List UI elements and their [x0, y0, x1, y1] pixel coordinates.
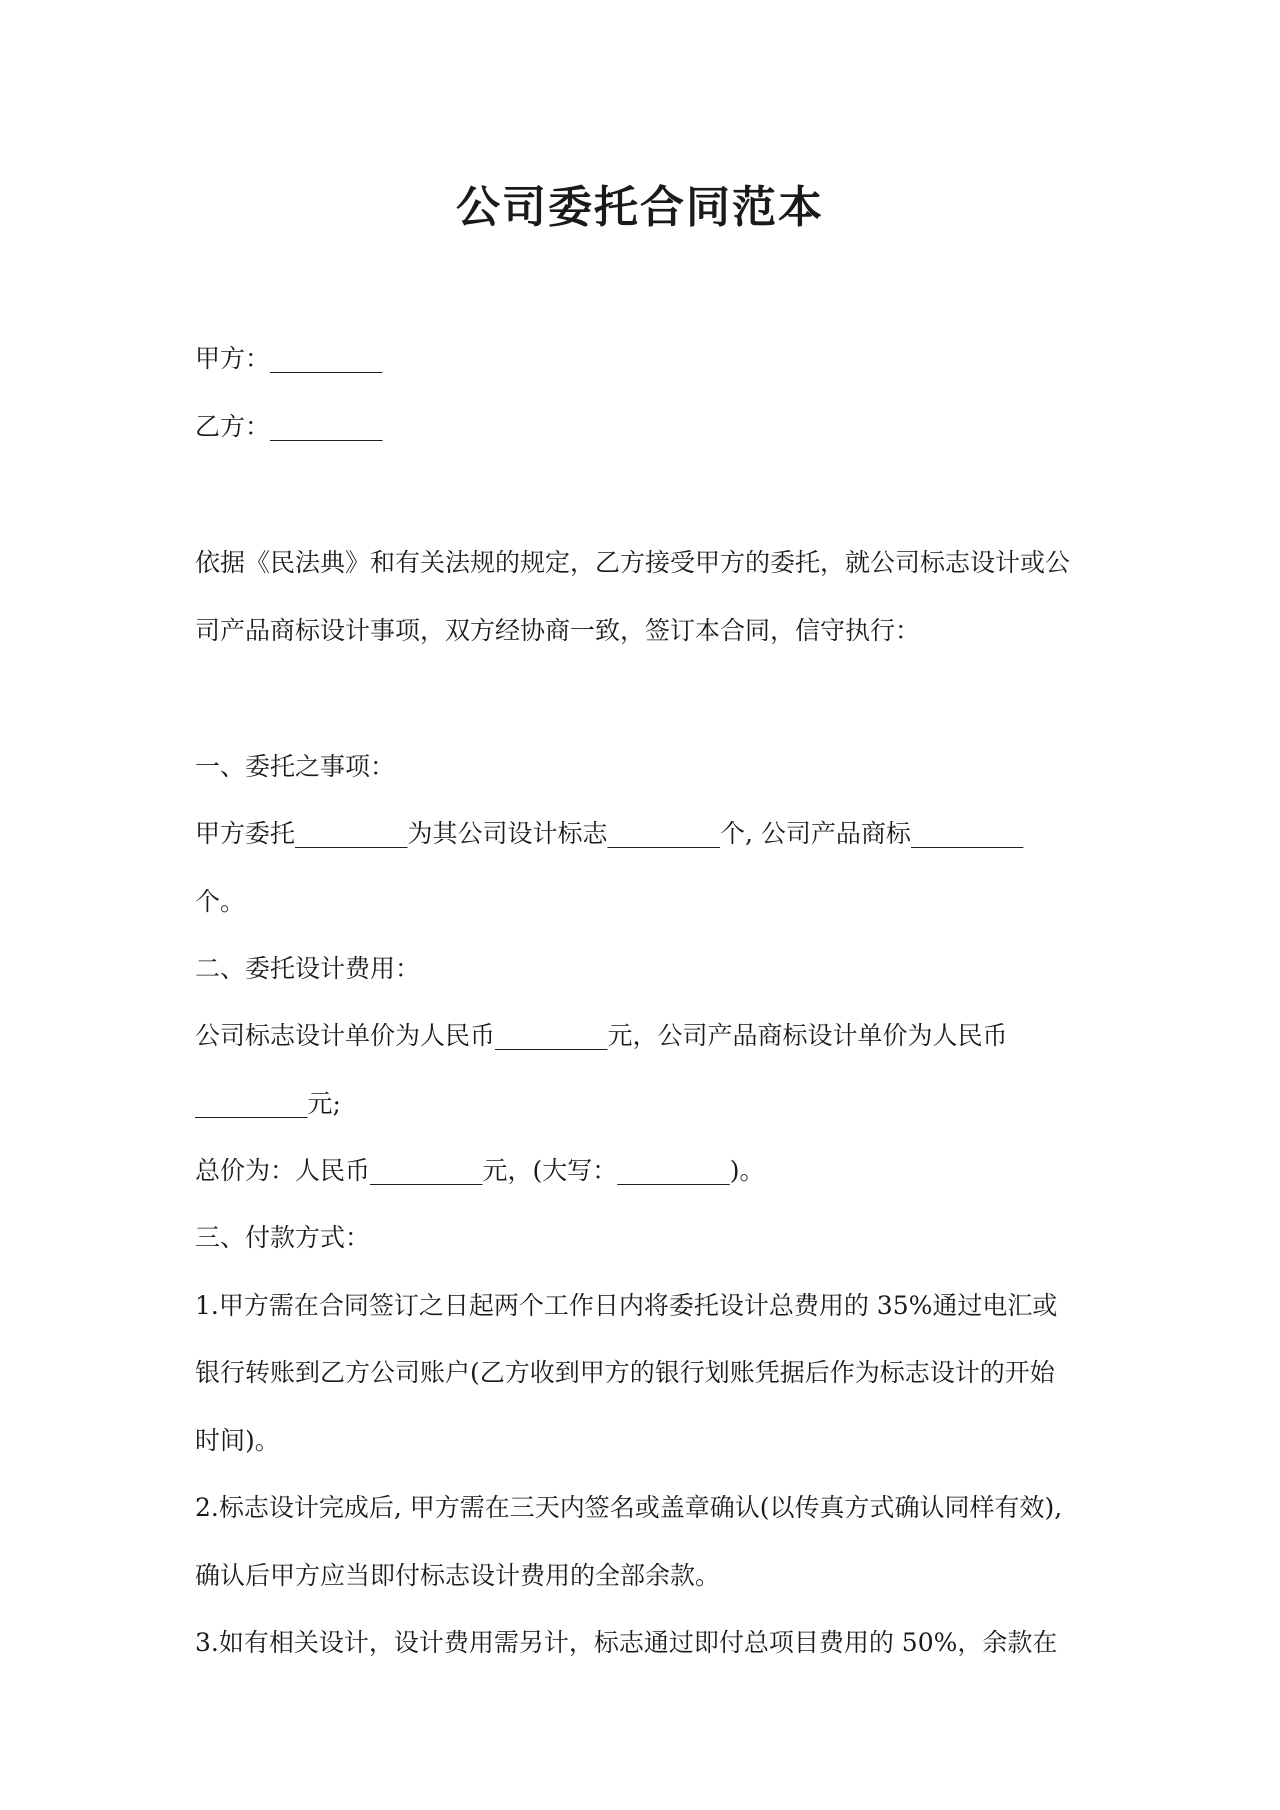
section1-line-2: 个。 [195, 887, 246, 916]
document-title: 公司委托合同范本 [456, 182, 824, 233]
section3-line-6: 3.如有相关设计，设计费用需另计，标志通过即付总项目费用的 50%，余款在 [195, 1628, 1058, 1657]
section1-line-1: 甲方委托_________为其公司设计标志_________个, 公司产品商标_________ [195, 819, 1024, 848]
section2-heading: 二、委托设计费用： [195, 954, 421, 983]
intro-line-2: 司产品商标设计事项，双方经协商一致，签订本合同，信守执行： [195, 616, 921, 645]
intro-line-1: 依据《民法典》和有关法规的规定，乙方接受甲方的委托，就公司标志设计或公 [195, 548, 1071, 577]
section3-line-1: 1.甲方需在合同签订之日起两个工作日内将委托设计总费用的 35%通过电汇或 [195, 1291, 1058, 1320]
section3-line-3: 时间)。 [195, 1426, 280, 1455]
party-a-line: 甲方：_________ [195, 344, 383, 373]
party-b-line: 乙方：_________ [195, 412, 383, 441]
section2-line-3: 总价为：人民币_________元，(大写：_________)。 [195, 1156, 765, 1185]
section3-line-2: 银行转账到乙方公司账户(乙方收到甲方的银行划账凭据后作为标志设计的开始 [195, 1358, 1055, 1387]
section2-line-1: 公司标志设计单价为人民币_________元，公司产品商标设计单价为人民币 [195, 1021, 1008, 1050]
section2-line-2: _________元; [195, 1089, 341, 1118]
section3-line-5: 确认后甲方应当即付标志设计费用的全部余款。 [195, 1561, 721, 1590]
section3-line-4: 2.标志设计完成后, 甲方需在三天内签名或盖章确认(以传真方式确认同样有效), [195, 1493, 1063, 1522]
section1-heading: 一、委托之事项： [195, 752, 396, 781]
section3-heading: 三、付款方式： [195, 1223, 371, 1252]
